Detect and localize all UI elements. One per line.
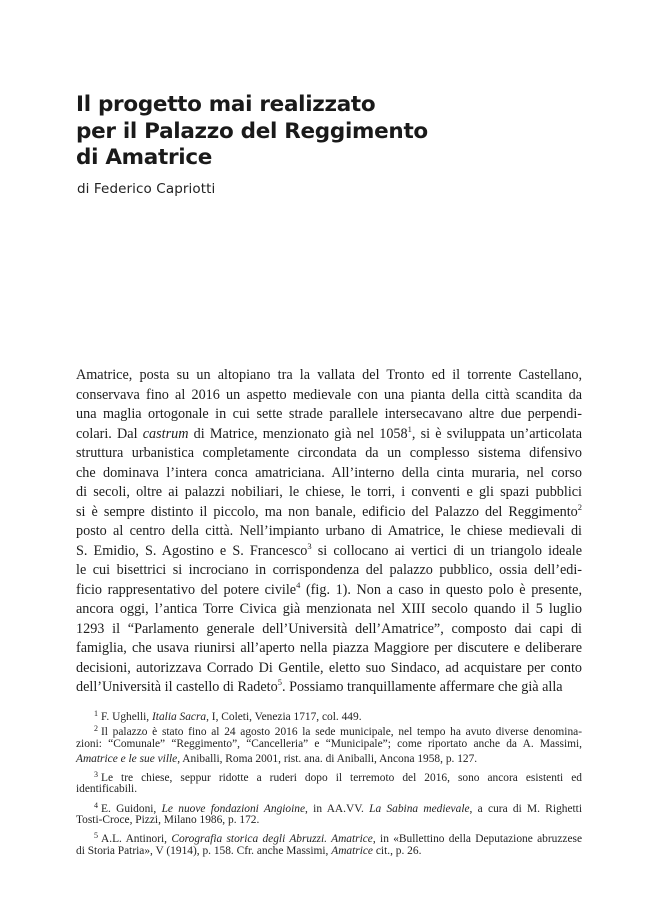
italic-title: Amatrice e le sue ville: [76, 752, 178, 765]
footnote-number: 2: [94, 724, 98, 734]
footnote-number: 3: [94, 770, 98, 780]
title-line: di Amatrice: [76, 145, 213, 170]
body-text: si collocano ai vertici di un triangolo ideale: [317, 542, 583, 559]
footnote-text: , a cura di M. Righetti: [469, 802, 583, 815]
body-text: Dal: [117, 425, 138, 442]
footnote-line: [76, 844, 582, 859]
italic-title: Le nuove fondazioni Angioine: [161, 802, 306, 815]
body-line: [76, 425, 582, 445]
italic-title: Corografia storica degli Abruzzi. Amatrice: [171, 833, 373, 846]
body-text: , si è sviluppata un’articolata: [411, 425, 582, 442]
body-text: dell’Università il castello di Radeto: [76, 679, 278, 695]
body-text: di Matrice, menzionato già nel 1058: [193, 425, 408, 442]
footnote-5: [76, 828, 583, 846]
body-line: di secoli, oltre ai palazzi nobiliari, le chiese, le torri, i conventi e gli spazi pubblici: [76, 484, 582, 500]
body-line: le cui bisettrici si incrociano in corrispondenza del palazzo pubblico, ossia dell’edi-: [76, 562, 582, 578]
body-line: [76, 581, 582, 601]
footnotes: [76, 706, 582, 859]
footnote-number: 4: [94, 800, 98, 810]
body-line: [76, 503, 582, 523]
body-line: conservava fino al 2016 un aspetto medievale con una pianta della città scandita da: [76, 386, 582, 403]
article-author: di Federico Capriotti: [77, 181, 216, 197]
footnote-text: E. Guidoni,: [101, 802, 157, 815]
article-title: [76, 92, 596, 172]
footnote-text: Le tre chiese, seppur ridotte a ruderi dopo il terremoto del 2016, sono ancora esistenti ed: [101, 772, 582, 785]
footnote-line: identificabili.: [76, 783, 138, 796]
italic-title: Italia Sacra: [152, 711, 207, 723]
body-line: una maglia ortogonale in cui sette strade parallele intersecavano altre due perpendi-: [76, 406, 582, 422]
body-line: ancora oggi, l’antica Torre Civica già menzionata nel XIII secolo quando il 5 luglio: [76, 601, 582, 617]
footnote-ref[interactable]: 3: [307, 540, 312, 551]
footnote-ref[interactable]: 4: [296, 579, 301, 590]
italic-title: La Sabina medievale: [369, 802, 470, 815]
body-line: 1293 il “Parlamento generale dell’Università dell’Amatrice”, composto dai capi di: [76, 620, 582, 637]
italic-title: Amatrice: [331, 844, 373, 857]
body-line: [76, 542, 582, 562]
body-line: decisioni, autorizzava Corrado Di Gentile, eletto suo Sindaco, ad acquistare per conto: [76, 659, 582, 676]
footnote-number: 5: [94, 831, 98, 841]
footnote-text: cit., p. 26.: [375, 844, 422, 857]
footnote-1: [76, 706, 582, 721]
footnote-ref[interactable]: 1: [407, 423, 412, 434]
title-line: per il Palazzo del Reggimento: [76, 118, 428, 144]
footnote-line: [76, 752, 582, 767]
italic-term: castrum: [142, 425, 189, 442]
title-line: Il progetto mai realizzato: [76, 92, 376, 117]
body-line: [76, 678, 582, 698]
footnote-number: 1: [94, 709, 98, 718]
footnote-text: F. Ughelli,: [101, 711, 150, 723]
footnote-ref[interactable]: 2: [577, 501, 582, 512]
body-line: struttura urbanistica completamente circondata da un complesso sistema difensivo: [76, 445, 582, 461]
footnote-text: Il palazzo è stato fino al 24 agosto 2016 la sede municipale, nel tempo ha avuto diverse denomina-: [101, 726, 582, 739]
footnote-text: , in «Bullettino della Deputazione abruzzese: [372, 833, 583, 846]
footnote-4: [76, 798, 582, 813]
body-text: si è sempre distinto il piccolo, ma non banale, edificio del Palazzo del Reggimento: [76, 503, 578, 520]
body-text: S. Emidio, S. Agostino e S. Francesco: [76, 542, 308, 559]
footnote-line: Tosti-Croce, Pizzi, Milano 1986, p. 172.: [76, 814, 260, 827]
footnote-ref[interactable]: 5: [277, 677, 282, 687]
body-text: (fig. 1). Non a caso in questo polo è presente,: [305, 581, 583, 598]
footnote-text: A.L. Antinori,: [101, 833, 168, 846]
body-text: ficio rappresentativo del potere civile: [76, 581, 297, 598]
footnote-3: [76, 767, 582, 785]
footnote-text: , Aniballi, Roma 2001, rist. ana. di Aniballi, Ancona 1958, p. 127.: [177, 752, 478, 765]
body-text: . Possiamo tranquillamente affermare che già alla: [281, 679, 563, 695]
body-paragraph: [76, 366, 582, 698]
footnote-2: [76, 721, 582, 739]
body-line: che dominava l’intera conca amatriciana. All’interno della cinta muraria, nel corso: [76, 464, 582, 481]
body-line: posto al centro della città. Nell’impianto urbano di Amatrice, le chiese medievali di: [76, 523, 582, 539]
footnote-text: , in AA.VV.: [305, 802, 364, 815]
footnote-line: zioni: “Comunale” “Reggimento”, “Cancelleria” e “Municipale”; come riportato anche da A. Massimi,: [76, 737, 582, 750]
body-text: colari.: [76, 425, 112, 442]
footnote-text: di Storia Patria», V (1914), p. 158. Cfr. anche Massimi,: [76, 844, 329, 857]
body-line: Amatrice, posta su un altopiano tra la vallata del Tronto ed il torrente Castellano,: [76, 367, 582, 383]
body-line: famiglia, che usava riunirsi all’aperto nella piazza Maggiore per discutere e deliberare: [76, 640, 582, 656]
footnote-text: , I, Coleti, Venezia 1717, col. 449.: [206, 711, 362, 723]
